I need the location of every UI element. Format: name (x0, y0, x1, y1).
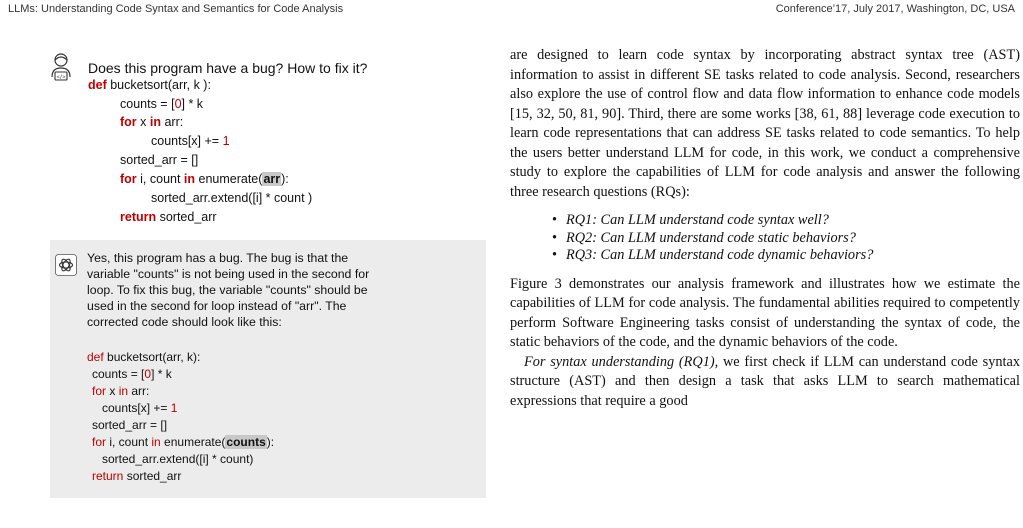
research-question: • RQ2: Can LLM understand code static behaviors? (566, 230, 1020, 248)
prompt-block (50, 52, 480, 230)
code-line: sorted_arr.extend([i] * count) (102, 452, 254, 466)
body-text-column (510, 46, 1020, 411)
chatgpt-icon (55, 254, 77, 276)
paragraph-syntax: For syntax understanding (RQ1), we first check if LLM can understand code syntax structure (AST) and then design a task that asks LLM to search mathematical expressions that require a good (510, 353, 1020, 409)
code-line: sorted_arr = [] (92, 418, 168, 432)
research-question: • RQ1: Can LLM understand code syntax well? (566, 212, 1020, 230)
answer-block (50, 240, 486, 498)
code-line: return sorted_arr (120, 210, 217, 224)
code-line: for i, count in enumerate(counts): (92, 435, 275, 449)
code-line: def bucketsort(arr, k): (87, 350, 201, 364)
highlighted-token: arr (263, 172, 281, 186)
code-line: return sorted_arr (92, 469, 182, 483)
code-line: counts[x] += 1 (102, 401, 178, 415)
svg-text:</>: </> (56, 74, 66, 81)
paragraph-intro: are designed to learn code syntax by incorporating abstract syntax tree (AST) information to assist in different SE tasks related to code analysis. Second, researchers also explore the use of control flow and data flow information to enhance code models [15, 32, 50, 81, 90]. Third, there are some works [38, 61, 88] leverage code execution to learn code representations that can address SE tasks related to code semantics. To help the users better understand LLM for code, in this work, we conduct a comprehensive study to explore the capabilities of LLM for code analysis and answer the following three research questions (RQs): (510, 47, 1020, 200)
running-header-conference: Conference’17, July 2017, Washington, DC, USA (775, 3, 1015, 15)
running-header-title: LLMs: Understanding Code Syntax and Semantics for Code Analysis (8, 3, 344, 15)
code-line: def bucketsort(arr, k ): (88, 78, 211, 92)
user-coder-icon (50, 52, 72, 82)
code-line: for x in arr: (120, 115, 184, 129)
prompt-question: Does this program have a bug? How to fix it? (88, 60, 368, 76)
research-questions-list (510, 212, 1020, 265)
code-line: counts = [0] * k (120, 97, 204, 111)
code-line: sorted_arr.extend([i] * count ) (151, 191, 313, 205)
answer-explanation: Yes, this program has a bug. The bug is that the variable "counts" is not being used in the second for loop. To fix this bug, the variable "counts" should be used in the second for loop instead of "arr". The corrected code should look like this: (87, 251, 370, 329)
code-line: for i, count in enumerate(arr): (120, 172, 289, 186)
code-line: sorted_arr = [] (120, 153, 199, 167)
paragraph-framework: Figure 3 demonstrates our analysis framework and illustrates how we estimate the capabilities of LLM for code analysis. The fundamental abilities required to competently perform Software Engineering tasks consist of understanding the syntax of code, the static behaviors of the code, and the dynamic behaviors of the code. (510, 275, 1020, 350)
research-question: • RQ3: Can LLM understand code dynamic behaviors? (566, 247, 1020, 265)
code-line: for x in arr: (92, 384, 150, 398)
code-line: counts[x] += 1 (151, 134, 230, 148)
code-line: counts = [0] * k (92, 367, 172, 381)
highlighted-token: counts (226, 435, 266, 449)
